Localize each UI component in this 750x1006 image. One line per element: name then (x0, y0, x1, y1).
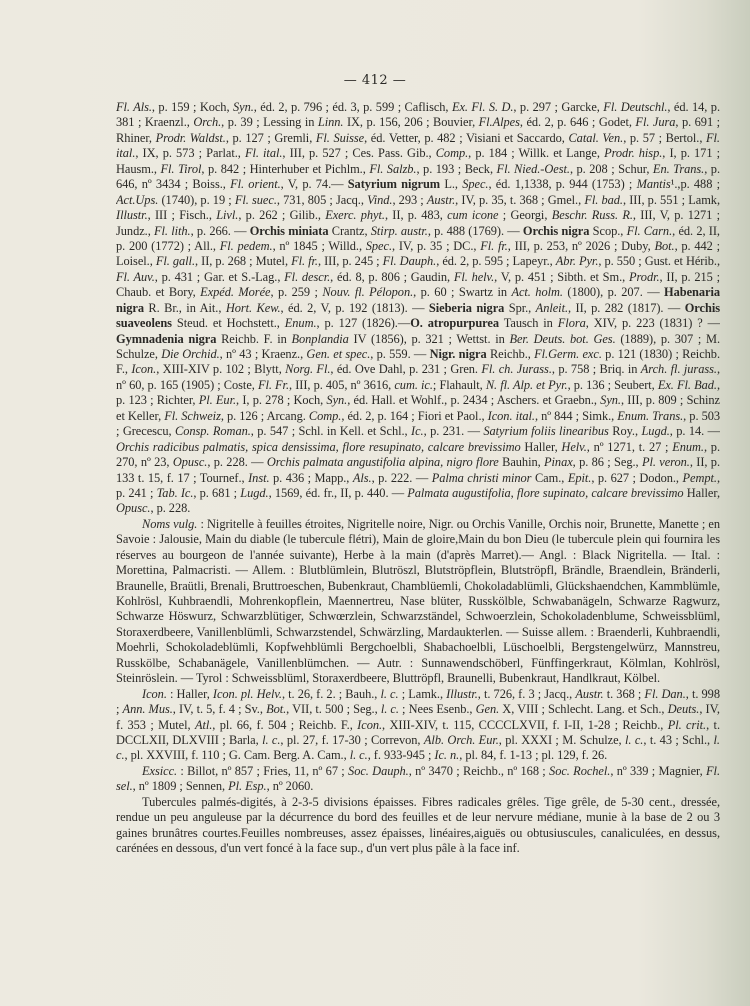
paragraph-exsiccatae (116, 764, 720, 795)
text-run: Tausch in (499, 316, 558, 331)
italic-run: Fl. Jura (635, 115, 676, 130)
taxon-name: Orchis suaveolens (116, 300, 720, 331)
text-run: , VII, t. 500 ; Seg., (286, 702, 381, 717)
italic-run: Orchis palmata angustifolia alpina, nigro flore (266, 455, 499, 470)
italic-run: Fl.Alpes (478, 115, 520, 130)
text-run: (1740), p. 19 ; (158, 192, 235, 207)
italic-run: l. c. (349, 748, 368, 763)
italic-run: Bot. (654, 238, 675, 253)
italic-run: Comp. (308, 408, 342, 423)
text-run: , p. 691 ; Rhiner, (116, 115, 720, 145)
text-run: , p. 159 ; Koch, (151, 100, 233, 114)
italic-run: l. c. (380, 702, 399, 717)
italic-run: Bonplandia (291, 331, 349, 346)
text-run: , p. 559. — (370, 347, 430, 361)
text-run: , pl. 66, f. 504 ; Reichb. F., (212, 717, 358, 732)
text-run: IV (1856), p. 321 ; Wettst. in (348, 331, 510, 346)
text-run: Tubercules palmés-digités, à 2-3-5 divisions épaisses. Fibres radicales grêles. Tige grêle, de 5-30 cent., dressée, rendue un peu anguleuse par la décurrence du bord des feuilles et de leur nervure médiane, munie à la base de 2 ou 3 gaines brunâtres courtes.Feuilles nombreuses, assez épaisses, linéaires,aiguës ou obtusiuscules, canaliculées, en dessus, carénées en dessous, d'un vert foncé à la face sup., d'un vert plus pâle à la face inf. (116, 794, 720, 855)
text-run: ; Georgi, (498, 208, 552, 223)
text-run: , p. 60 ; Swartz in (413, 285, 512, 300)
text-run: t. 368 ; (603, 686, 645, 701)
text-run: , p. 270, nº 23, (116, 439, 720, 470)
italic-run: Als. (352, 470, 372, 485)
italic-run: Illustr. (446, 686, 478, 701)
italic-run: Nouv. fl. Pélopon. (322, 285, 414, 300)
text-run: , III, p. 527 ; Ces. Pass. Gib., (282, 146, 436, 161)
italic-run: Pl. veron. (641, 455, 690, 470)
text-run: Crantz, (328, 223, 371, 238)
italic-run: Prodr. Waldst. (155, 130, 226, 145)
italic-run: Hort. Kew. (225, 300, 281, 315)
italic-run: Syn. (600, 393, 621, 408)
text-run: , p. 297 ; Garcke, (513, 100, 604, 114)
italic-run: Enum. (284, 316, 317, 331)
paragraph-common-names (116, 517, 720, 687)
taxon-name: Satyrium nigrum (347, 177, 441, 192)
text-run: , éd. 2, V, p. 192 (1813). — (280, 300, 429, 315)
text-run: (1800), p. 207. — (562, 285, 664, 300)
text-run: , éd. 2, II, p. 200 (1772) ; All., (116, 223, 720, 253)
italic-run: Act. holm. (511, 285, 563, 300)
text-run: , p. 681 ; (193, 485, 241, 500)
text-run: , éd. 2, p. 646 ; Godet, (519, 115, 636, 130)
text-run: , p. 127 (1826).— (316, 316, 411, 331)
italic-run: l. c. (625, 732, 644, 747)
italic-run: Mantis (636, 177, 671, 192)
text-run: , p. 208 ; Schur, (569, 161, 653, 176)
text-run: , IV, f. 353 ; Mutel, (116, 702, 720, 732)
italic-run: Palma christi minor (431, 470, 532, 485)
text-run: : Billot, nº 857 ; Fries, 11, nº 67 ; (177, 763, 349, 778)
text-run: , IX, p. 573 ; Parlat., (135, 146, 245, 161)
italic-run: cum. ic. (394, 377, 433, 392)
text-run: ¹.,p. 488 ; (670, 177, 720, 192)
text-run: , p. 39 ; Lessing in (221, 115, 318, 130)
text-run: p. 436 ; Mapp., (269, 470, 353, 485)
text-run: , III ; Fisch., (147, 208, 217, 223)
italic-run: Deuts. (667, 702, 700, 717)
text-run: , p. 231. — (423, 424, 484, 439)
text-run: , p. 550 ; Gust. et Hérib., (598, 254, 720, 269)
italic-run: l. c. (380, 686, 399, 701)
italic-run: Opusc. (172, 455, 208, 470)
text-run: , p. 126 ; Arcang. (220, 408, 309, 423)
taxon-name: Gymnadenia nigra (116, 331, 217, 346)
text-run: Steud. et Hochstett., (171, 316, 285, 331)
text-run: , II, p. 483, (384, 208, 448, 223)
italic-run: Syn. (326, 393, 348, 408)
text-run: p. 121 (1830) ; Reichb. F., (116, 347, 720, 377)
italic-run: Gen. (475, 702, 500, 717)
text-run: , nº 339 ; Magnier, (610, 763, 707, 778)
italic-run: Stirp. austr. (370, 223, 428, 238)
italic-run: Lugd. (641, 424, 670, 439)
text-run: , éd. 2, p. 595 ; Lapeyr., (436, 254, 556, 269)
page-body-text (116, 100, 720, 1000)
italic-run: Icon. ital. (487, 408, 535, 423)
text-run: , p. 228. (150, 501, 191, 516)
text-run: , 1569, éd. fr., II, p. 440. — (268, 485, 408, 500)
italic-run: Austr. (575, 686, 604, 701)
italic-run: Pl. Eur. (198, 393, 237, 408)
page-number: — 412 — (343, 73, 407, 88)
italic-run: Pempt. (682, 470, 717, 485)
italic-run: Fl. lith. (154, 223, 191, 238)
italic-run: Act.Ups. (116, 192, 159, 207)
italic-run: Helv. (561, 439, 587, 454)
text-run: , XIII-XIV, t. 115, CCCCLXVII, f. I-II, 1-28 ; Reichb., (382, 717, 668, 732)
text-run: , 293 ; (392, 192, 427, 207)
italic-run: Vind. (367, 192, 393, 207)
italic-run: Comp. (435, 146, 469, 161)
text-run: , p. 241 ; (116, 470, 720, 500)
text-run: , 731, 805 ; Jacq., (276, 192, 368, 207)
paragraph-bibliography (116, 100, 720, 517)
text-run: , III, p. 253, nº 2026 ; Duby, (507, 238, 655, 253)
italic-run: Fl. Fr. (257, 377, 290, 392)
text-run: , t. 726, f. 3 ; Jacq., (477, 686, 576, 701)
text-run: , t. 998 ; (116, 686, 720, 717)
italic-run: Ex. Fl. Bad. (657, 377, 717, 392)
text-run: , éd. 8, p. 806 ; Gaudin, (330, 269, 454, 284)
text-run: , t. 43 ; Schl., (643, 732, 714, 747)
text-run: , nº 1845 ; Willd., (272, 238, 366, 253)
text-run: , I, p. 171 ; Hausm., (116, 146, 720, 176)
italic-run: Fl. descr. (284, 269, 331, 284)
text-run: , p. 228. — (207, 455, 267, 470)
text-run: , V, p. 74.— (280, 177, 348, 192)
text-run: , p. 488 (1769). — (427, 223, 523, 238)
italic-run: Flora (557, 316, 586, 331)
text-run: : Haller, (166, 686, 213, 701)
italic-run: Lugd. (240, 485, 269, 500)
text-run: , p. 193 ; Beck, (416, 161, 497, 176)
text-run: , nº 43 ; Kraenz., (219, 347, 307, 361)
italic-run: Syn. (232, 100, 254, 114)
text-run: , XIII-XIV p. 102 ; Blytt, (156, 362, 286, 377)
text-run: , p. 14. — (669, 424, 720, 439)
italic-run: Icon. pl. Helv. (212, 686, 282, 701)
text-run: , IV, p. 35, t. 368 ; Gmel., (455, 192, 585, 207)
italic-run: Prodr. hisp. (604, 146, 663, 161)
italic-run: Tab. Ic. (156, 485, 194, 500)
text-run: , éd. Ove Dahl, p. 231 ; Gren. (330, 362, 482, 377)
italic-run: Orch. (193, 115, 222, 130)
text-run: , nº 2060. (266, 779, 314, 794)
italic-run: Exsicc. (142, 763, 178, 778)
text-run: , éd. 2, p. 164 ; Fiori et Paol., (341, 408, 488, 423)
italic-run: Ann. Mus. (122, 702, 173, 717)
taxon-name: O. atropurpurea (410, 316, 499, 331)
italic-run: Fl. Salzb. (369, 161, 417, 176)
text-run: , nº 1271, t. 27 ; (586, 439, 673, 454)
italic-run: Fl. Carn. (626, 223, 673, 238)
italic-run: Inst. (248, 470, 270, 485)
italic-run: Epit. (567, 470, 592, 485)
text-run: Scop., (589, 223, 627, 238)
text-run: , p. 442 ; Loisel., (116, 238, 720, 269)
text-run: , pl. 27, f. 17-30 ; Correvon, (280, 732, 424, 747)
italic-run: Fl. orient. (230, 177, 281, 192)
italic-run: Fl. Dauph. (382, 254, 437, 269)
italic-run: Fl. bad. (584, 192, 623, 207)
italic-run: Illustr. (116, 208, 148, 223)
italic-run: Ex. Fl. S. D. (451, 100, 514, 114)
italic-run: Catal. Ven. (568, 130, 624, 145)
text-run: , nº 1809 ; Sennen, (132, 779, 229, 794)
text-run: ; Nees Esenb., (398, 702, 476, 717)
text-run: , XIV, p. 223 (1831) ? — (585, 316, 720, 331)
taxon-name: Orchis nigra (522, 223, 590, 238)
italic-run: Pl. Esp. (228, 779, 267, 794)
text-run: Roy., (608, 424, 642, 439)
italic-run: l. c. (262, 732, 281, 747)
text-run: , p. 127 ; Gremli, (225, 130, 316, 145)
text-run: , II, p. 268 ; Mutel, (195, 254, 292, 269)
italic-run: Livl. (216, 208, 239, 223)
italic-run: Atl. (194, 717, 213, 732)
italic-run: Fl. Suisse (315, 130, 365, 145)
text-run: X, VIII ; Schlecht. Lang. et Sch., (499, 702, 668, 717)
italic-run: Fl. helv. (453, 269, 495, 284)
italic-run: Orchis radicibus palmatis, spica densissima, flore resupinato, calcare brevissimo (116, 439, 521, 454)
italic-run: Noms vulg. (142, 516, 198, 531)
text-run: , p. 259 ; (270, 285, 323, 300)
text-run: , p. 627 ; Dodon., (591, 470, 683, 485)
italic-run: N. fl. Alp. et Pyr. (485, 377, 568, 392)
italic-run: Pinax (544, 455, 573, 470)
text-run: , éd. 1,1338, p. 944 (1753) ; (488, 177, 637, 192)
text-run: , p. 842 ; Hinterhuber et Pichlm., (201, 161, 370, 176)
text-run: , nº 3470 ; Reichb., nº 168 ; (408, 763, 550, 778)
text-run: , p. 646, nº 3434 ; Boiss., (116, 161, 720, 192)
text-run: , p. 123 ; Richter, (116, 377, 720, 408)
italic-run: Arch. fl. jurass. (640, 362, 717, 377)
italic-run: Soc. Dauph. (348, 763, 409, 778)
text-run: , p. 57 ; Bertol., (623, 130, 707, 145)
text-run: , III, p. 245 ; (317, 254, 383, 269)
text-run: (1889), p. 307 ; M. Schulze, (116, 331, 720, 361)
text-run: , t. 26, f. 2. ; Bauh., (281, 686, 381, 701)
italic-run: Fl. Deutschl. (603, 100, 668, 114)
text-run: , p. 266. — (190, 223, 250, 238)
italic-run: Expéd. Morée (200, 285, 271, 300)
italic-run: Die Orchid. (161, 347, 220, 361)
italic-run: Norg. Fl. (285, 362, 331, 377)
text-run: Reichb., (486, 347, 535, 361)
italic-run: Enum. Trans. (617, 408, 684, 423)
italic-run: Fl. fr. (480, 238, 508, 253)
text-run: IX, p. 156, 206 ; Bouvier, (343, 115, 479, 130)
italic-run: Fl. ital. (244, 146, 283, 161)
text-run: , III, p. 551 ; Lamk, (622, 192, 720, 207)
text-run: , éd. 14, p. 381 ; Kraenzl., (116, 100, 720, 130)
text-run: , t. DCCLXII, DLXVIII ; Barla, (116, 717, 720, 747)
text-run: , IV, p. 35 ; DC., (392, 238, 481, 253)
italic-run: Icon. (142, 686, 167, 701)
italic-run: Fl. Als. (116, 100, 152, 114)
text-run: Reichb. F. in (216, 331, 292, 346)
paragraph-icones (116, 687, 720, 764)
text-run: , nº 844 ; Simk., (534, 408, 618, 423)
italic-run: Prodr. (628, 269, 660, 284)
text-run: , p. 758 ; Briq. in (551, 362, 641, 377)
text-run: , nº 60, p. 165 (1905) ; Coste, (116, 362, 720, 392)
italic-run: Soc. Rochel. (549, 763, 611, 778)
italic-run: Fl. Auv. (116, 269, 155, 284)
text-run: L., (440, 177, 463, 192)
italic-run: Exerc. phyt. (325, 208, 385, 223)
italic-run: Fl. ital. (116, 130, 720, 161)
italic-run: En. Trans. (652, 161, 705, 176)
text-run: Haller, (683, 485, 720, 500)
italic-run: Ic. n. (434, 748, 460, 763)
italic-run: Palmata augustifolia, flore supinato, calcare brevissimo (407, 485, 684, 500)
text-run: , p. 431 ; Gar. et S.-Lag., (154, 269, 285, 284)
italic-run: Fl. fr. (291, 254, 318, 269)
text-run: , p. 262 ; Gilib., (238, 208, 326, 223)
italic-run: Fl. Schweiz (164, 408, 221, 423)
italic-run: Spec. (365, 238, 393, 253)
text-run: , f. 933-945 ; (367, 748, 435, 763)
text-run: , p. 222. — (371, 470, 432, 485)
taxon-name: Sieberia nigra (428, 300, 505, 315)
text-run: , éd. 2, p. 796 ; éd. 3, p. 599 ; Caflisch, (253, 100, 452, 114)
italic-run: Beschr. Russ. R. (551, 208, 633, 223)
text-run: , éd. Hall. et Wohlf., p. 2434 ; Aschers. et Graebn., (347, 393, 601, 408)
italic-run: Bot. (266, 702, 287, 717)
text-run: , pl. XXVIII, f. 110 ; G. Cam. Berg. A. Cam., (124, 748, 350, 763)
italic-run: Icon. (131, 362, 157, 377)
taxon-name: Orchis miniata (249, 223, 329, 238)
text-run: : Nigritelle à feuilles étroites, Nigritelle noire, Nigr. ou Orchis Vanille, Orchis noir, Brunette, Manette ; en Savoie : Jalousie, Main du diable (le tubercule flétri), Main de gloire,Main du bon Dieu (le tubercule plein qui fournira les réserves au bourgeon de l'année suivante), Herbe à la main (d'après Marret).— Angl. : Black Nigritella. — Ital. : Morettina, Palmacristi. — Allem. : Blutblümlein, Blutröszl, Blutströpflein, Blutströpfl, Brändle, Braendlein, Bränderli, Braunelle, Braütli, Brenali, Bruttroeschen, Bubenkraut, Chamblüemli, Chokoladablümli, Glückshaendchen, Kammblümle, Kohlrösl, Kuhbraendli, Mohrenkopflein, Maennertreu, Nase blüter, Russkölble, Schwabanägeln, Schwarze Ragwurz, Schwarze Höswurz, Schwarzblütiger, Schwœrzlein, Schwarzständel, Schwoerzlein, Schokoladenblume, Schweissblüml, Storaxerdbeere, Vanillenblümli, Schwarzstendel, Schwärzling, Mardaukterlen. — Suisse allem. : Braenderli, Kuhbraendli, Moehrli, Schokoladeblümli, Kopfwehblümli Bergchoelbli, Shabachoelbli, Lüschoelbli, Bergstengelwürz, Mannstreu, Russkölbe, Schabanägele, Vanillenblümchen. — Autr. : Sunnawendschöberl, Fünffingerkraut, Kölmlan, Kohlrösl, Steinröslein. — Tyrol : Schweissblüml, Storaxerdbeere, Bluttröpfl, Braunelli, Bubenkraut, Handlkraut, Kölbel. (116, 516, 720, 686)
text-run: Haller, (520, 439, 562, 454)
text-run: , p. 136 ; Seubert, (567, 377, 658, 392)
text-run: , III, p. 405, nº 3616, (289, 377, 395, 392)
italic-run: Consp. Roman. (174, 424, 251, 439)
text-run: Spr., (504, 300, 536, 315)
text-run: ; Flahault, (432, 377, 486, 392)
text-run: , IV, t. 5, f. 4 ; Sv., (172, 702, 267, 717)
italic-run: Opusc. (116, 501, 151, 516)
italic-run: Fl. pedem. (219, 238, 273, 253)
italic-run: Ic. (411, 424, 424, 439)
italic-run: Austr. (426, 192, 456, 207)
italic-run: Icon. (357, 717, 383, 732)
text-run: , III, V, p. 1271 ; Jundz., (116, 208, 720, 238)
text-run: R. Br., in Ait., (143, 300, 226, 315)
text-run: , pl. XXXI ; M. Schulze, (498, 732, 625, 747)
paragraph-description (116, 795, 720, 857)
italic-run: cum icone (447, 208, 499, 223)
text-run: , III, p. 809 ; Schinz et Keller, (116, 393, 720, 423)
taxon-name: Nigr. nigra (429, 347, 487, 361)
text-run: , II, p. 282 (1817). — (568, 300, 685, 315)
italic-run: Fl.Germ. exc. (534, 347, 602, 361)
italic-run: Fl. gall. (155, 254, 195, 269)
italic-run: Spec. (462, 177, 489, 192)
italic-run: Fl. Dan. (644, 686, 686, 701)
italic-run: Fl. sel. (116, 763, 720, 794)
text-run: , pl. 84, f. 1-13 ; pl. 129, f. 26. (459, 748, 608, 763)
italic-run: Satyrium foliis linearibus (483, 424, 609, 439)
text-run: ; Lamk., (398, 686, 447, 701)
text-run: , II, p. 215 ; Chaub. et Bory, (116, 269, 720, 300)
italic-run: Pl. crit. (667, 717, 707, 732)
text-run: , II, p. 133 t. 15, f. 17 ; Tournef., (116, 455, 720, 485)
text-run: , p. 86 ; Seg., (572, 455, 642, 470)
taxon-name: Habenaria nigra (116, 285, 720, 315)
italic-run: Gen. et spec. (306, 347, 371, 361)
italic-run: Enum. (672, 439, 704, 454)
italic-run: Fl. Tirol (160, 161, 202, 176)
text-run: Bauhin, (498, 455, 545, 470)
italic-run: Fl. ch. Jurass. (481, 362, 552, 377)
text-run: , V, p. 451 ; Sibth. et Sm., (494, 269, 629, 284)
text-run: , p. 547 ; Schl. in Kell. et Schl., (250, 424, 412, 439)
italic-run: Alb. Orch. Eur. (423, 732, 499, 747)
italic-run: Fl. Nied.-Oest. (496, 161, 570, 176)
text-run: , éd. Vetter, p. 482 ; Visiani et Saccardo, (364, 130, 569, 145)
text-run: , p. 184 ; Willk. et Lange, (468, 146, 605, 161)
italic-run: Abr. Pyr. (555, 254, 599, 269)
italic-run: l. c. (116, 732, 720, 763)
text-run: , p. 503 ; Grecescu, (116, 408, 720, 439)
italic-run: Ber. Deuts. bot. Ges. (509, 331, 616, 346)
text-run: , I, p. 278 ; Koch, (236, 393, 327, 408)
text-run: Cam., (531, 470, 568, 485)
italic-run: Anleit. (535, 300, 569, 315)
italic-run: Fl. suec. (234, 192, 277, 207)
italic-run: Linn. (317, 115, 344, 130)
